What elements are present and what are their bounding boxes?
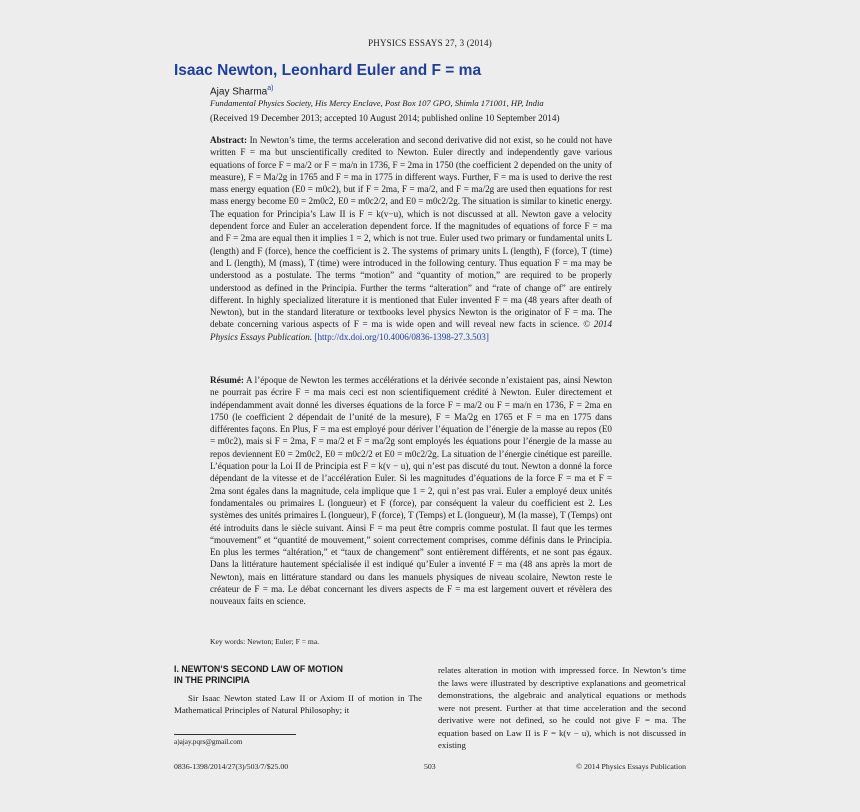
right-column-text: relates alteration in motion with impressed force. In Newton’s time the laws were illustrated by descriptive explanations and geometrical demonstrations, the algebraic and analytical equations or methods were not present. Further at that time acceleration and the second derivative were not defined, so he could not give F = ma. The equation based on Law II is F = k(v − u), which is not discussed in existing [438,665,686,750]
abstract-label: Abstract: [210,135,247,145]
section-title [174,664,422,686]
journal-header: PHYSICS ESSAYS 27, 3 (2014) [368,38,492,48]
abstract-copyright: © 2014 Physics Essays Publication. [210,319,613,342]
author-line [210,85,273,97]
left-column-text: Sir Isaac Newton stated Law II or Axiom II of motion in The Mathematical Principles of Natural Philosophy; it [174,693,422,716]
doi-link[interactable]: [http://dx.doi.org/10.4006/0836-1398-27.3.503] [314,331,489,342]
footer-page-number: 503 [424,762,436,771]
footer-copyright: © 2014 Physics Essays Publication [576,762,686,771]
affiliation: Fundamental Physics Society, His Mercy Enclave, Post Box 107 GPO, Shimla 171001, HP, India [210,98,544,108]
keywords: Key words: Newton; Euler; F = ma. [210,637,320,646]
section-title-line2: IN THE PRINCIPIA [174,675,250,685]
resume-text: A l’époque de Newton les termes accélérations et la dérivée seconde n’existaient pas, ainsi Newton ne pourrait pas écrire F = ma mais ceci est non scientifiquement crédité à Newton. Euler directement et indépendamment avait donné les diverses équations de la force F = ma/2 ou F = ma/n en 1736, F = 2ma en 1750 (le coefficient 2 dépendait de l’unité de la mesure), F = Ma/2g en 1765 et F = ma en 1775 dans différentes façons. En Plus, F = ma est employé pour dériver l’équation de l’énergie de la masse au repos (E0 = m0c2), mais si F = 2ma, F = ma/2 et F = ma/2g sont employés les équations pour l’énergie de la masse au repos deviennent E0 = 2m0c2, E0 = m0c2/2 et E0 = m0c2/2g. La situation de l’énergie cinétique est pareille. L’équation pour la Loi II de Principia est F = k(v − u), qui n’est pas discuté du tout. Newton a donné la force dépendant de la vitesse et de l’accélération Euler. Si les magnitudes d’équations de la force F = ma et F = 2ma sont égales dans la magnitude, cela implique que 1 = 2, qui n’est pas vrai. Euler a employé deux unités fondamentales ou primaires L (longueur) et F (force), par conséquent la valeur du coefficient est 2. Les systèmes des unités primaires L (longueur), F (force), T (Temps) et L (longueur), M (la masse), T (Temps) ont été introduits dans le siècle suivant. Ainsi F = ma peut être compris comme postulat. Il faut que les termes “mouvement” et “quantité de mouvement,” soient correctement comprises, comme définis dans le Principia. En plus les termes “altération,” et “taux de changement” sont entièrement différents, et ne sont pas égaux. Dans la littérature hautement spécialisée il est indiqué qu’Euler a inventé F = ma (48 ans après la mort de Newton), mais en littérature standard ou dans les manuels physiques de niveau scolaire, Newton reste le créateur de F = ma. Le débat concernant les divers aspects de F = ma est largement ouvert et révèlera des nouveaux faits en science. [210,375,613,607]
footnote-divider [174,734,296,735]
author-name: Ajay Sharma [210,86,268,98]
author-email-footnote[interactable]: a)ajay.pqrs@gmail.com [174,738,243,746]
resume-label: Résumé: [210,375,244,385]
section-title-line1: I. NEWTON’S SECOND LAW OF MOTION [174,664,343,674]
resume [210,374,612,608]
received-dates: (Received 19 December 2013; accepted 10 August 2014; published online 10 September 2014) [210,113,560,123]
abstract [210,134,612,343]
abstract-text: In Newton’s time, the terms acceleration and second derivative did not exist, so he could not have written F = ma but unscientifically credited to Newton. Euler directly and independently gave various equations of force F = ma/2 or F = ma/n in 1736, F = 2ma in 1750 (the coefficient 2 depended on the unity of measure), F = Ma/2g in 1765 and F = ma in 1775 in different ways. Further, F = ma is used to derive the rest mass energy equation (E0 = m0c2), but if F = 2ma, F = ma/2, and F = ma/2g are used then equations for rest mass energy become E0 = 2m0c2, E0 = m0c2/2, and E0 = m0c2/2g. The situation is similar to kinetic energy. The equation for Principia’s Law II is F = k(v−u), which is not discussed at all. Newton gave a velocity dependent force and Euler an acceleration dependent force. If the magnitudes of equations of force F = ma and F = 2ma are equal then it implies 1 = 2, which is not true. Euler used two primary or fundamental units L (length) and F (force), hence the coefficient is 2. The systems of primary units L (length), F (force), T (time) and L (length), M (mass), T (time) were introduced in the following century. Thus equation F = ma may be understood as a postulate. The terms “motion” and “quantity of motion,” are required to be properly understood as defined in the Principia. Further the terms “alteration” and “rate of change of” are entirely different. In highly specialized literature it is mentioned that Euler invented F = ma (48 years after death of Newton), but in the standard literature or textbooks level physics Newton is the originator of F = ma. The debate concerning various aspects of F = ma is wide open and will reveal new facts in science. [210,135,612,330]
paper-title: Isaac Newton, Leonhard Euler and F = ma [174,62,482,79]
left-column [174,664,422,716]
footer-issn: 0836-1398/2014/27(3)/503/7/$25.00 [174,762,289,771]
author-footnote-mark[interactable]: a) [267,85,274,92]
